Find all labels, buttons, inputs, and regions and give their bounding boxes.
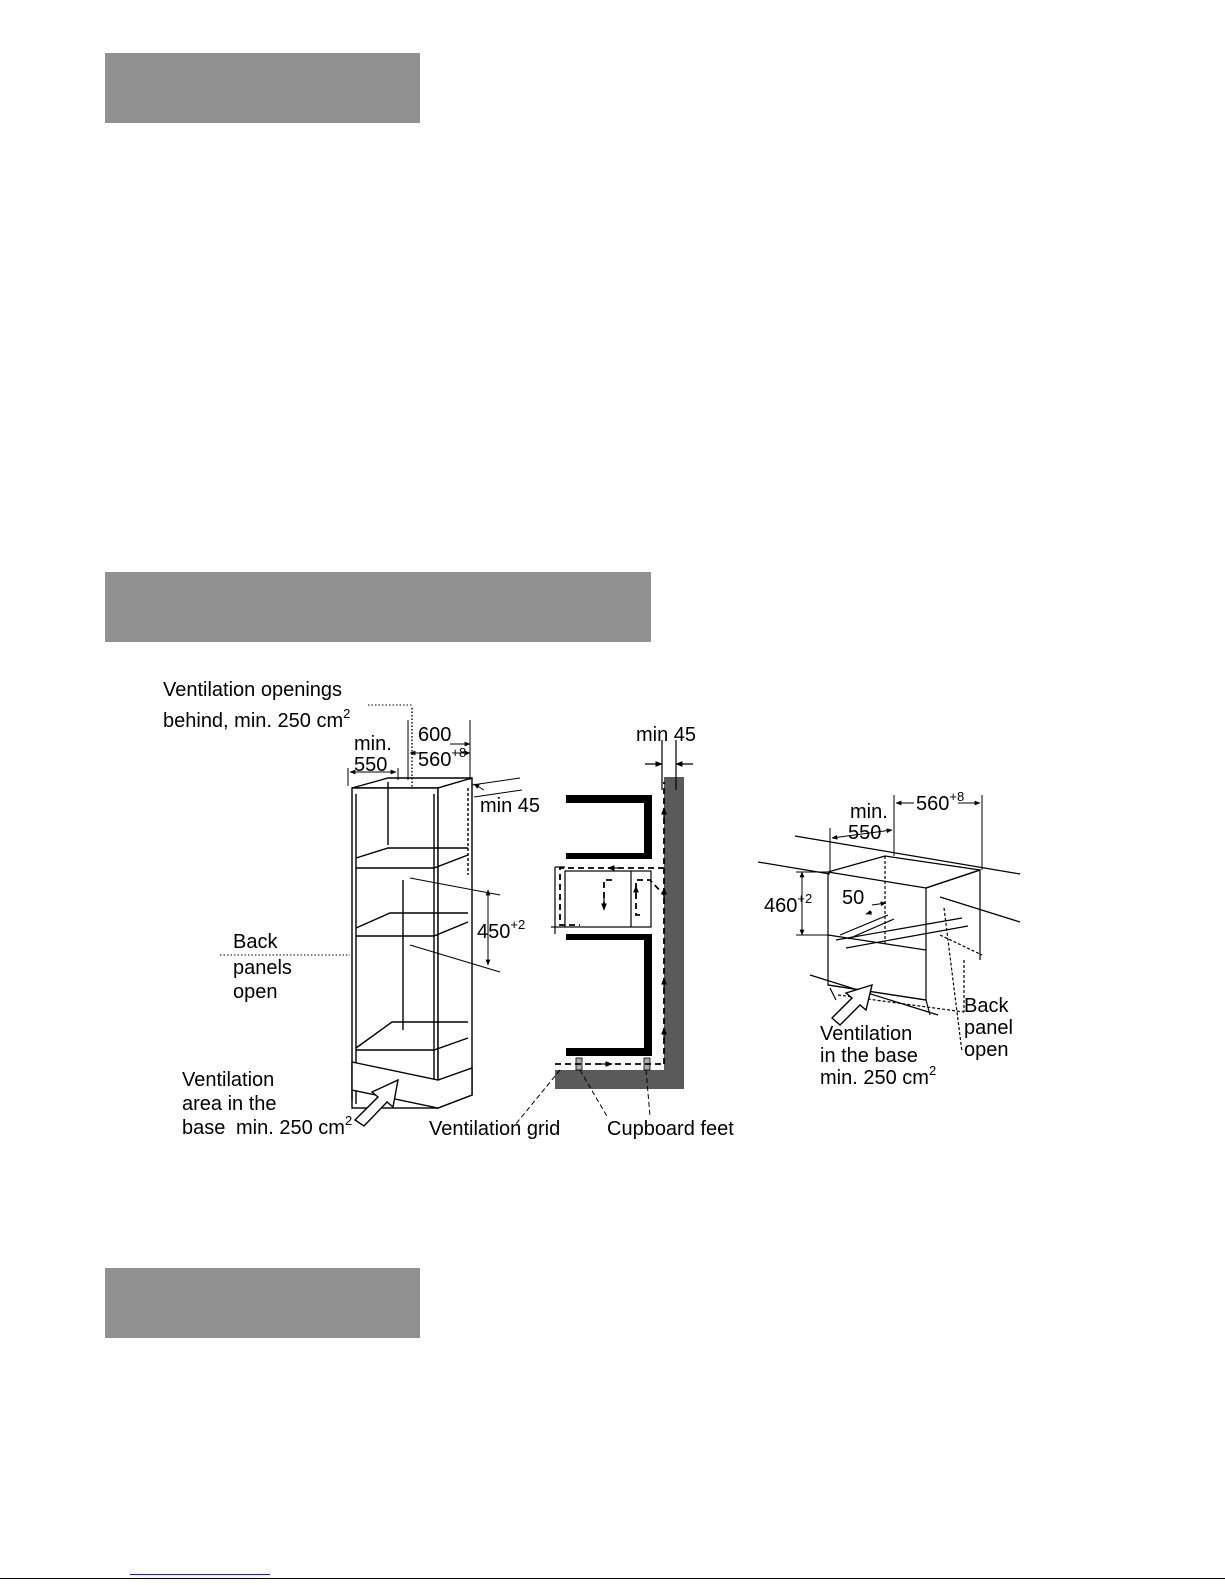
base-vent-label-3: min. 250 $cm^2$ [820,1063,937,1089]
vent-area-label-2: area in the [182,1093,277,1115]
back-panels-label-3: open [233,981,278,1003]
vent-area-label-3: base [182,1117,226,1139]
tall-width-560: $560^{+8}$ [418,745,467,771]
vent-openings-label-2: behind, min. 250 $cm^2$ [163,706,351,732]
base-vent-label-1: Ventilation [820,1023,913,1045]
base-depth-550: 550 [848,822,882,844]
vent-openings-label-1: Ventilation openings [163,679,343,701]
back-panels-label-2: panels [233,957,292,979]
base-back-panel-label-1: Back [964,995,1009,1017]
back-panels-label-1: Back [233,931,278,953]
base-min-label: min. [850,801,888,823]
base-gap-50: 50 [842,887,865,909]
base-height-460: $460^{+2}$ [764,891,813,917]
base-airflow-arrow-icon [832,985,872,1025]
vent-area-label-4: min. 250 $cm^2$ [236,1113,353,1139]
base-back-panel-label-3: open [964,1039,1009,1061]
tall-depth-550: 550 [354,754,388,776]
tall-min-label: min. [354,733,392,755]
tall-width-600: 600 [418,724,452,746]
section-min45-label: min 45 [636,724,697,746]
vent-area-label-1: Ventilation [182,1069,275,1091]
base-width-560: $560^{+8}$ [916,789,965,815]
tall-gap-min45: min 45 [480,795,541,817]
base-vent-label-2: in the base [820,1045,918,1067]
tall-height-450: $450^{+2}$ [477,917,526,943]
section-view-drawing [515,740,693,1125]
footer-link-underline[interactable] [130,1574,270,1575]
cupboard-feet-label: Cupboard feet [607,1118,734,1140]
footer-rule [0,1578,1225,1579]
base-back-panel-label-2: panel [964,1017,1013,1039]
ventilation-grid-label: Ventilation grid [429,1118,561,1140]
